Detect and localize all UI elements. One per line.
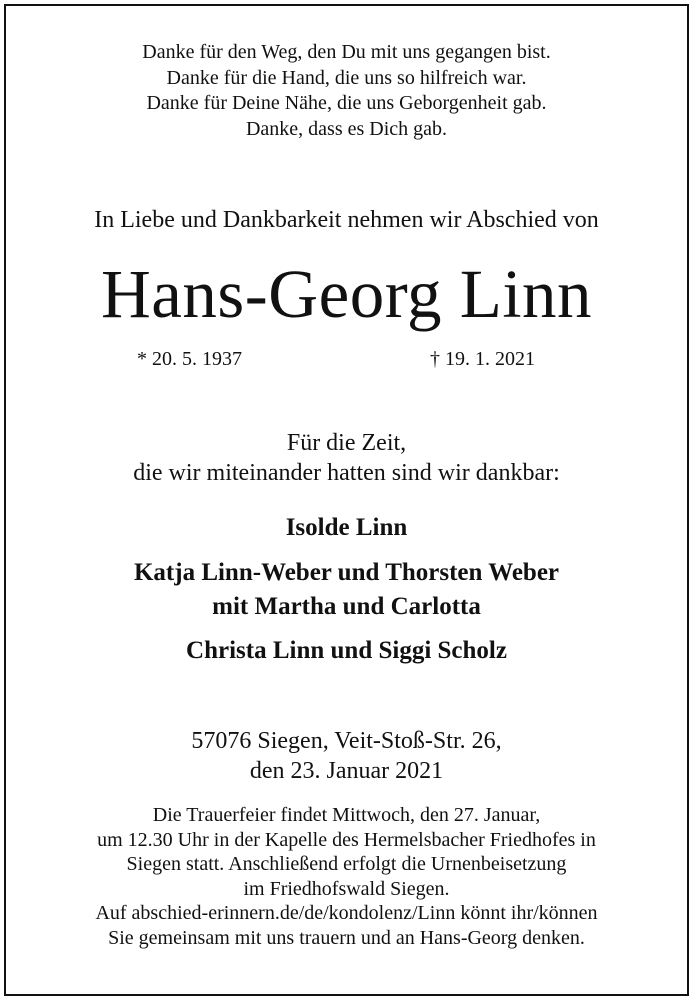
date-line: den 23. Januar 2021 (249, 758, 444, 784)
address-line: 57076 Siegen, Veit-Stoß-Str. 26, (191, 728, 502, 754)
mourner-group (6, 556, 687, 624)
poem-line: Danke für Deine Nähe, die uns Geborgenheit gab. (146, 92, 547, 114)
life-dates (6, 345, 687, 373)
service-line: Siegen statt. Anschließend erfolgt die Urnenbeisetzung (126, 853, 567, 876)
mourner-name: Christa Linn und Siggi Scholz (186, 637, 507, 664)
service-line: Auf abschied-erinnern.de/de/kondolenz/Linn könnt ihr/können (95, 902, 598, 925)
funeral-service-info (6, 803, 687, 951)
poem (6, 40, 687, 142)
mourner-name: Isolde Linn (285, 514, 408, 541)
death-date: † 19. 1. 2021 (430, 348, 535, 370)
farewell-intro: In Liebe und Dankbarkeit nehmen wir Abschied von (94, 207, 599, 233)
birth-date: * 20. 5. 1937 (137, 348, 242, 370)
poem-line: Danke für den Weg, den Du mit uns gegangen bist. (142, 41, 551, 63)
mourner-group (6, 634, 687, 668)
thanks-line: Für die Zeit, (286, 430, 407, 456)
mourner-name: mit Martha und Carlotta (212, 593, 481, 620)
mourner-group (6, 511, 687, 545)
thanks-line: die wir miteinander hatten sind wir dankbar: (133, 460, 560, 486)
thanks-text (6, 428, 687, 488)
service-line: Sie gemeinsam mit uns trauern und an Hans-Georg denken. (108, 926, 585, 949)
mourner-name: Katja Linn-Weber und Thorsten Weber (133, 559, 560, 586)
deceased-name: Hans-Georg Linn (100, 256, 593, 332)
service-line: Die Trauerfeier findet Mittwoch, den 27. Januar, (152, 804, 541, 826)
poem-line: Danke für die Hand, die uns so hilfreich war. (166, 66, 527, 89)
poem-line: Danke, dass es Dich gab. (245, 117, 448, 140)
service-line: um 12.30 Uhr in der Kapelle des Hermelsbacher Friedhofes in (97, 828, 596, 851)
obituary-notice (4, 4, 689, 996)
address-block (6, 726, 687, 786)
service-line: im Friedhofswald Siegen. (243, 877, 450, 900)
